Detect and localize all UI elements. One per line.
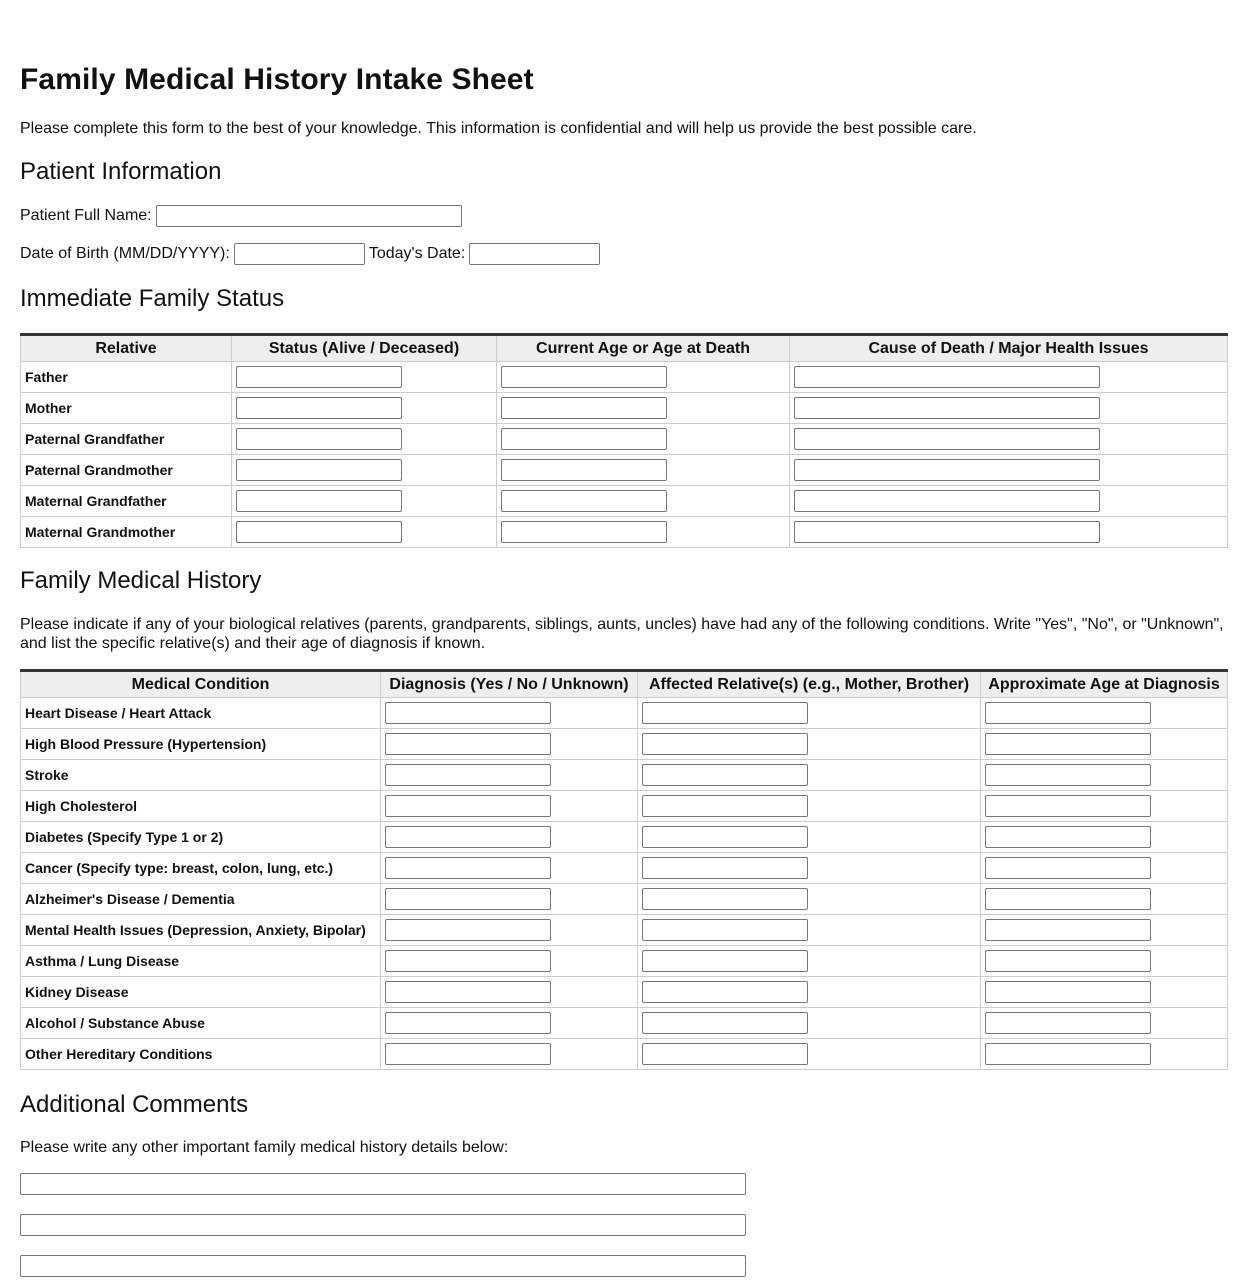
table-cell xyxy=(981,1039,1228,1070)
table-cell xyxy=(638,915,981,946)
affected-relatives-input[interactable] xyxy=(642,795,808,817)
age-at-diagnosis-input[interactable] xyxy=(985,919,1151,941)
diagnosis-input[interactable] xyxy=(385,888,551,910)
table-cell xyxy=(790,486,1228,517)
row-label: Cancer (Specify type: breast, colon, lung, etc.) xyxy=(21,853,381,884)
cause-input[interactable] xyxy=(794,366,1100,388)
table-cell xyxy=(232,486,497,517)
status-input[interactable] xyxy=(236,490,402,512)
table-cell xyxy=(381,729,638,760)
row-label: Alzheimer's Disease / Dementia xyxy=(21,884,381,915)
table-cell xyxy=(497,362,790,393)
dates-row xyxy=(20,243,1227,265)
diagnosis-input[interactable] xyxy=(385,795,551,817)
cause-input[interactable] xyxy=(794,397,1100,419)
row-label: Mental Health Issues (Depression, Anxiety, Bipolar) xyxy=(21,915,381,946)
table-cell xyxy=(638,1008,981,1039)
row-label: Father xyxy=(21,362,232,393)
diagnosis-input[interactable] xyxy=(385,764,551,786)
table-cell xyxy=(638,791,981,822)
age-at-diagnosis-input[interactable] xyxy=(985,826,1151,848)
table-cell xyxy=(638,853,981,884)
table-cell xyxy=(638,946,981,977)
table-row xyxy=(21,698,1228,729)
affected-relatives-input[interactable] xyxy=(642,764,808,786)
row-label: Alcohol / Substance Abuse xyxy=(21,1008,381,1039)
table-row xyxy=(21,729,1228,760)
table-row xyxy=(21,760,1228,791)
table-row xyxy=(21,977,1228,1008)
table-cell xyxy=(638,884,981,915)
table-cell xyxy=(790,517,1228,548)
column-header-relative: Relative xyxy=(21,335,232,362)
status-input[interactable] xyxy=(236,459,402,481)
table-cell xyxy=(638,729,981,760)
table-cell xyxy=(497,486,790,517)
patient-name-input[interactable] xyxy=(156,205,462,227)
status-input[interactable] xyxy=(236,397,402,419)
table-row xyxy=(21,1039,1228,1070)
age-input[interactable] xyxy=(501,459,667,481)
page-title: Family Medical History Intake Sheet xyxy=(20,63,534,96)
patient-name-label: Patient Full Name: xyxy=(20,207,152,224)
table-row xyxy=(21,884,1228,915)
table-cell xyxy=(232,362,497,393)
row-label: Maternal Grandmother xyxy=(21,517,232,548)
comment-line-3[interactable] xyxy=(20,1255,746,1277)
cause-input[interactable] xyxy=(794,490,1100,512)
todays-date-label: Today's Date: xyxy=(368,245,466,262)
dob-input[interactable] xyxy=(234,243,365,265)
table-cell xyxy=(381,884,638,915)
diagnosis-input[interactable] xyxy=(385,950,551,972)
section-heading-additional-comments: Additional Comments xyxy=(20,1091,249,1118)
row-label: Maternal Grandfather xyxy=(21,486,232,517)
table-cell xyxy=(638,822,981,853)
age-input[interactable] xyxy=(501,366,667,388)
table-cell xyxy=(638,698,981,729)
cause-input[interactable] xyxy=(794,428,1100,450)
column-header-condition: Medical Condition xyxy=(21,671,381,698)
table-cell xyxy=(497,424,790,455)
diagnosis-input[interactable] xyxy=(385,857,551,879)
age-input[interactable] xyxy=(501,521,667,543)
diagnosis-input[interactable] xyxy=(385,919,551,941)
age-input[interactable] xyxy=(501,428,667,450)
medical-history-description: Please indicate if any of your biological relatives (parents, grandparents, siblings, aunts, uncles) have had any of the following conditions. Write "Yes", "No", or "Unknown", and list the specific relative(s) and their age of diagnosis if known. xyxy=(20,616,1224,652)
table-cell xyxy=(981,760,1228,791)
table-cell xyxy=(981,822,1228,853)
age-at-diagnosis-input[interactable] xyxy=(985,764,1151,786)
age-at-diagnosis-input[interactable] xyxy=(985,795,1151,817)
diagnosis-input[interactable] xyxy=(385,733,551,755)
table-cell xyxy=(981,853,1228,884)
column-header-cause: Cause of Death / Major Health Issues xyxy=(790,335,1228,362)
row-label: High Cholesterol xyxy=(21,791,381,822)
row-label: Heart Disease / Heart Attack xyxy=(21,698,381,729)
age-at-diagnosis-input[interactable] xyxy=(985,733,1151,755)
table-cell xyxy=(381,698,638,729)
table-cell xyxy=(381,1039,638,1070)
table-cell xyxy=(381,946,638,977)
table-cell xyxy=(232,393,497,424)
dob-label: Date of Birth (MM/DD/YYYY): xyxy=(20,245,230,262)
table-cell xyxy=(381,977,638,1008)
table-cell xyxy=(981,946,1228,977)
table-cell xyxy=(638,1039,981,1070)
cause-input[interactable] xyxy=(794,459,1100,481)
row-label: Stroke xyxy=(21,760,381,791)
table-cell xyxy=(381,760,638,791)
table-row xyxy=(21,915,1228,946)
table-cell xyxy=(381,791,638,822)
age-at-diagnosis-input[interactable] xyxy=(985,950,1151,972)
column-header-diagnosis: Diagnosis (Yes / No / Unknown) xyxy=(381,671,638,698)
comment-line-2[interactable] xyxy=(20,1214,746,1236)
table-cell xyxy=(790,455,1228,486)
status-input[interactable] xyxy=(236,366,402,388)
row-label: Other Hereditary Conditions xyxy=(21,1039,381,1070)
column-header-age: Current Age or Age at Death xyxy=(497,335,790,362)
table-row xyxy=(21,1008,1228,1039)
table-cell xyxy=(381,915,638,946)
row-label: Asthma / Lung Disease xyxy=(21,946,381,977)
table-cell xyxy=(232,455,497,486)
table-cell xyxy=(638,760,981,791)
age-at-diagnosis-input[interactable] xyxy=(985,981,1151,1003)
diagnosis-input[interactable] xyxy=(385,1012,551,1034)
todays-date-input[interactable] xyxy=(469,243,600,265)
row-label: Kidney Disease xyxy=(21,977,381,1008)
table-cell xyxy=(981,977,1228,1008)
table-row xyxy=(21,853,1228,884)
patient-name-row xyxy=(20,205,1227,227)
age-input[interactable] xyxy=(501,490,667,512)
row-label: Diabetes (Specify Type 1 or 2) xyxy=(21,822,381,853)
table-cell xyxy=(790,393,1228,424)
affected-relatives-input[interactable] xyxy=(642,1012,808,1034)
affected-relatives-input[interactable] xyxy=(642,888,808,910)
table-cell xyxy=(981,1008,1228,1039)
affected-relatives-input[interactable] xyxy=(642,950,808,972)
section-heading-family-medical-history: Family Medical History xyxy=(20,567,262,594)
affected-relatives-input[interactable] xyxy=(642,733,808,755)
table-cell xyxy=(790,424,1228,455)
age-at-diagnosis-input[interactable] xyxy=(985,702,1151,724)
age-at-diagnosis-input[interactable] xyxy=(985,1012,1151,1034)
section-heading-immediate-family: Immediate Family Status xyxy=(20,285,285,312)
table-cell xyxy=(638,977,981,1008)
table-cell xyxy=(497,517,790,548)
table-header-row xyxy=(21,671,1228,698)
age-at-diagnosis-input[interactable] xyxy=(985,857,1151,879)
status-input[interactable] xyxy=(236,428,402,450)
diagnosis-input[interactable] xyxy=(385,981,551,1003)
table-row xyxy=(21,791,1228,822)
table-cell xyxy=(981,915,1228,946)
table-row xyxy=(21,822,1228,853)
row-label: High Blood Pressure (Hypertension) xyxy=(21,729,381,760)
affected-relatives-input[interactable] xyxy=(642,981,808,1003)
status-input[interactable] xyxy=(236,521,402,543)
age-at-diagnosis-input[interactable] xyxy=(985,888,1151,910)
intro-text: Please complete this form to the best of your knowledge. This information is confidential and will help us provide the best possible care. xyxy=(20,120,977,137)
diagnosis-input[interactable] xyxy=(385,826,551,848)
table-row xyxy=(21,362,1228,393)
row-label: Paternal Grandmother xyxy=(21,455,232,486)
table-cell xyxy=(790,362,1228,393)
table-cell xyxy=(497,393,790,424)
section-heading-patient-information: Patient Information xyxy=(20,158,222,185)
table-cell xyxy=(981,791,1228,822)
age-at-diagnosis-input[interactable] xyxy=(985,1043,1151,1065)
row-label: Paternal Grandfather xyxy=(21,424,232,455)
table-cell xyxy=(497,455,790,486)
table-header-row xyxy=(21,335,1228,362)
comment-line-1[interactable] xyxy=(20,1173,746,1195)
medical-history-table xyxy=(20,669,1228,1070)
diagnosis-input[interactable] xyxy=(385,1043,551,1065)
table-cell xyxy=(232,517,497,548)
table-row xyxy=(21,424,1228,455)
column-header-age-at-diagnosis: Approximate Age at Diagnosis xyxy=(981,671,1228,698)
row-label: Mother xyxy=(21,393,232,424)
cause-input[interactable] xyxy=(794,521,1100,543)
table-cell xyxy=(981,884,1228,915)
immediate-family-table xyxy=(20,333,1228,548)
comments-label: Please write any other important family medical history details below: xyxy=(20,1139,509,1156)
affected-relatives-input[interactable] xyxy=(642,857,808,879)
table-row xyxy=(21,486,1228,517)
affected-relatives-input[interactable] xyxy=(642,826,808,848)
diagnosis-input[interactable] xyxy=(385,702,551,724)
table-cell xyxy=(232,424,497,455)
table-row xyxy=(21,517,1228,548)
affected-relatives-input[interactable] xyxy=(642,702,808,724)
table-row xyxy=(21,393,1228,424)
column-header-affected-relatives: Affected Relative(s) (e.g., Mother, Brother) xyxy=(638,671,981,698)
table-cell xyxy=(381,1008,638,1039)
age-input[interactable] xyxy=(501,397,667,419)
table-cell xyxy=(981,698,1228,729)
affected-relatives-input[interactable] xyxy=(642,1043,808,1065)
affected-relatives-input[interactable] xyxy=(642,919,808,941)
table-cell xyxy=(381,822,638,853)
table-row xyxy=(21,946,1228,977)
table-cell xyxy=(981,729,1228,760)
column-header-status: Status (Alive / Deceased) xyxy=(232,335,497,362)
table-row xyxy=(21,455,1228,486)
table-cell xyxy=(381,853,638,884)
